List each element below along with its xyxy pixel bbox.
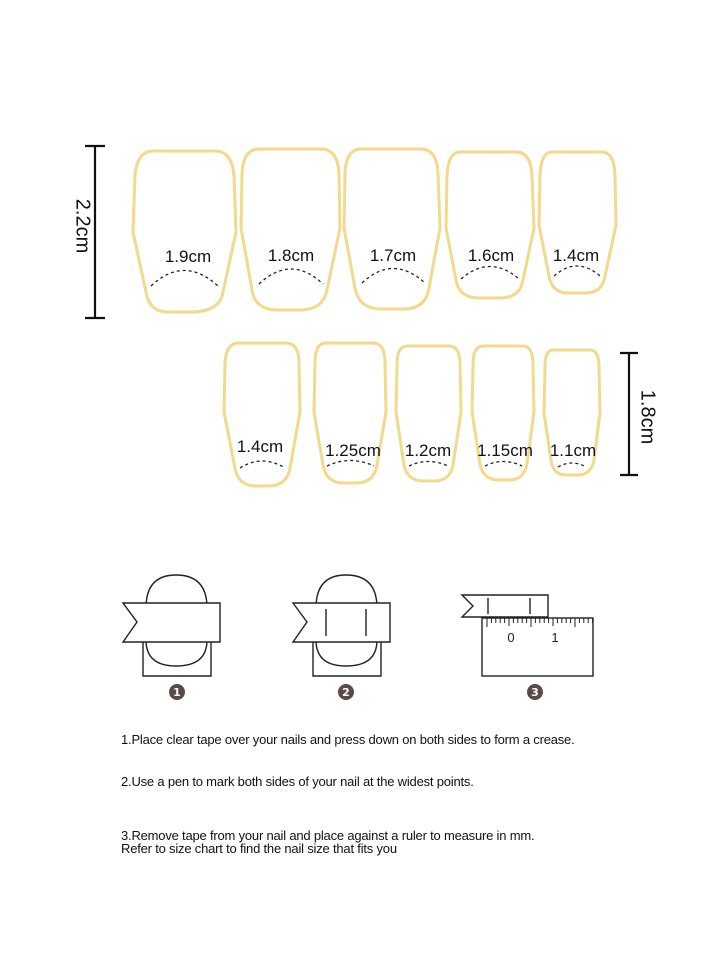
- nail-shape: [241, 149, 340, 310]
- nail-width-label: 1.8cm: [267, 246, 315, 265]
- row2-height-dimension: [620, 353, 659, 475]
- nail-shape: [446, 152, 534, 298]
- row1-height-dimension: [72, 146, 105, 318]
- row2-height-label: 1.8cm: [636, 389, 659, 445]
- nail-shape: [224, 343, 300, 486]
- nail-shape: [539, 152, 616, 293]
- nail-shape: [133, 151, 236, 312]
- step-number: 3: [531, 686, 539, 699]
- instruction-step3-line1: 3.Remove tape from your nail and place against a ruler to measure in mm.: [121, 828, 535, 843]
- nail-row-2: [224, 343, 600, 486]
- ruler: [482, 618, 593, 676]
- ruler-label: 0: [507, 630, 515, 645]
- nail-shape: [396, 346, 461, 481]
- nail-width-label: 1.7cm: [369, 246, 417, 265]
- nail-shape: [544, 350, 600, 475]
- nail-width-label: 1.25cm: [325, 441, 381, 460]
- ruler-label: 1: [551, 630, 559, 645]
- instruction-step2: 2.Use a pen to mark both sides of your nail at the widest points.: [121, 774, 474, 789]
- step1-illustration: [123, 575, 220, 700]
- nail-width-label: 1.15cm: [477, 441, 533, 460]
- nail-shape: [472, 346, 534, 480]
- nail-shape: [344, 149, 440, 309]
- instruction-step1: 1.Place clear tape over your nails and press down on both sides to form a crease.: [121, 732, 575, 747]
- nail-width-label: 1.1cm: [549, 441, 597, 460]
- step2-illustration: [293, 575, 390, 700]
- tape-strip: [462, 595, 548, 617]
- step-number: 1: [173, 686, 181, 699]
- instruction-step3-line2: Refer to size chart to find the nail size that fits you: [121, 841, 397, 856]
- step3-illustration: [462, 595, 593, 700]
- nail-width-label: 1.2cm: [404, 441, 452, 460]
- nail-width-label: 1.6cm: [467, 246, 515, 265]
- nail-shape: [314, 343, 386, 483]
- nail-row-1: [133, 149, 616, 312]
- nail-width-label: 1.9cm: [164, 247, 212, 266]
- nail-width-label: 1.4cm: [236, 437, 284, 456]
- row1-height-label: 2.2cm: [71, 198, 94, 254]
- nail-width-label: 1.4cm: [552, 246, 600, 265]
- step-number: 2: [342, 686, 350, 699]
